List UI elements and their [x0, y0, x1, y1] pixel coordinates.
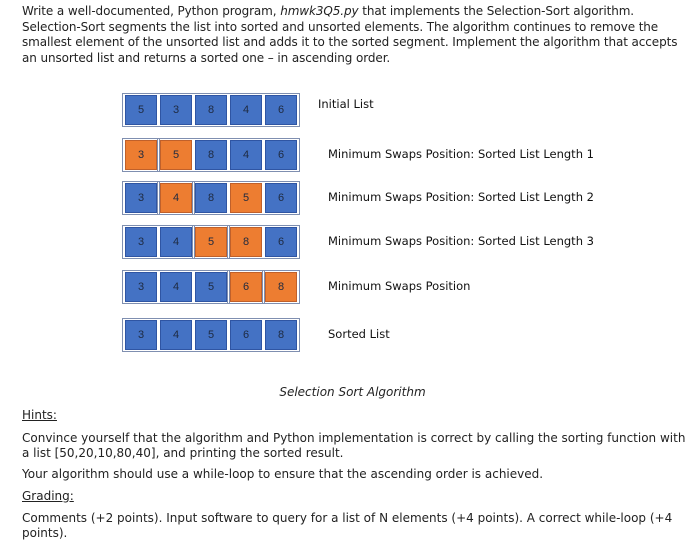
figure-caption: Selection Sort Algorithm [279, 385, 426, 399]
list-cell: 8 [195, 140, 227, 170]
list-cell: 4 [160, 320, 192, 350]
list-cell: 3 [125, 320, 157, 350]
list-cell: 8 [230, 227, 262, 257]
list-cell: 6 [230, 272, 262, 302]
list-cell: 8 [265, 272, 297, 302]
list-cell: 6 [230, 320, 262, 350]
list-cell: 3 [160, 95, 192, 125]
intro-text-1: Write a well-documented, Python program, [22, 4, 281, 18]
hint-line-1: Convince yourself that the algorithm and Python implementation is correct by calling the sorting function with a list [50,20,10,80,40], and printing the sorted result. [22, 431, 686, 460]
list-cell: 3 [125, 227, 157, 257]
hints-title: Hints: [22, 408, 57, 422]
list-cell: 6 [265, 183, 297, 213]
row-label: Initial List [318, 97, 374, 111]
list-cell: 4 [160, 227, 192, 257]
list-cell: 3 [125, 272, 157, 302]
sort-step-row [0, 227, 695, 259]
list-cell: 6 [265, 95, 297, 125]
sort-step-row [0, 95, 695, 127]
grading-text: Comments (+2 points). Input software to query for a list of N elements (+4 points). A correct while-loop (+4 points). [22, 511, 673, 540]
list-cell: 4 [230, 140, 262, 170]
intro-text-2: that implements the Selection-Sort algorithm. Selection-Sort segments the list into sorted and unsorted elements. The algorithm continues to remove the smallest element of the unsorted list and adds it to the sorted segment. Implement the algorithm that accepts an unsorted list and returns a sorted one – in ascending order. [22, 4, 678, 65]
list-cell: 8 [265, 320, 297, 350]
list-cell: 5 [125, 95, 157, 125]
row-label: Minimum Swaps Position: Sorted List Length 2 [328, 190, 594, 204]
row-label: Minimum Swaps Position: Sorted List Length 1 [328, 147, 594, 161]
list-cell: 5 [230, 183, 262, 213]
list-cell: 3 [125, 183, 157, 213]
list-cell: 4 [160, 272, 192, 302]
list-cell: 5 [195, 272, 227, 302]
list-cell: 6 [265, 227, 297, 257]
list-cell: 8 [195, 183, 227, 213]
hints-section [22, 408, 687, 541]
list-cell: 5 [160, 140, 192, 170]
list-cell: 5 [195, 320, 227, 350]
row-label: Sorted List [328, 327, 390, 341]
sort-step-row [0, 320, 695, 352]
list-cell: 8 [195, 95, 227, 125]
row-label: Minimum Swaps Position: Sorted List Length 3 [328, 234, 594, 248]
list-cell: 5 [195, 227, 227, 257]
hint-line-2: Your algorithm should use a while-loop to ensure that the ascending order is achieved. [22, 467, 544, 481]
grading-title: Grading: [22, 489, 74, 503]
list-cell: 4 [160, 183, 192, 213]
list-cell: 4 [230, 95, 262, 125]
row-label: Minimum Swaps Position [328, 279, 471, 293]
filename: hmwk3Q5.py [280, 4, 359, 18]
list-cell: 6 [265, 140, 297, 170]
sort-step-row [0, 140, 695, 172]
sort-step-row [0, 183, 695, 215]
list-cell: 3 [125, 140, 157, 170]
sort-step-row [0, 272, 695, 304]
